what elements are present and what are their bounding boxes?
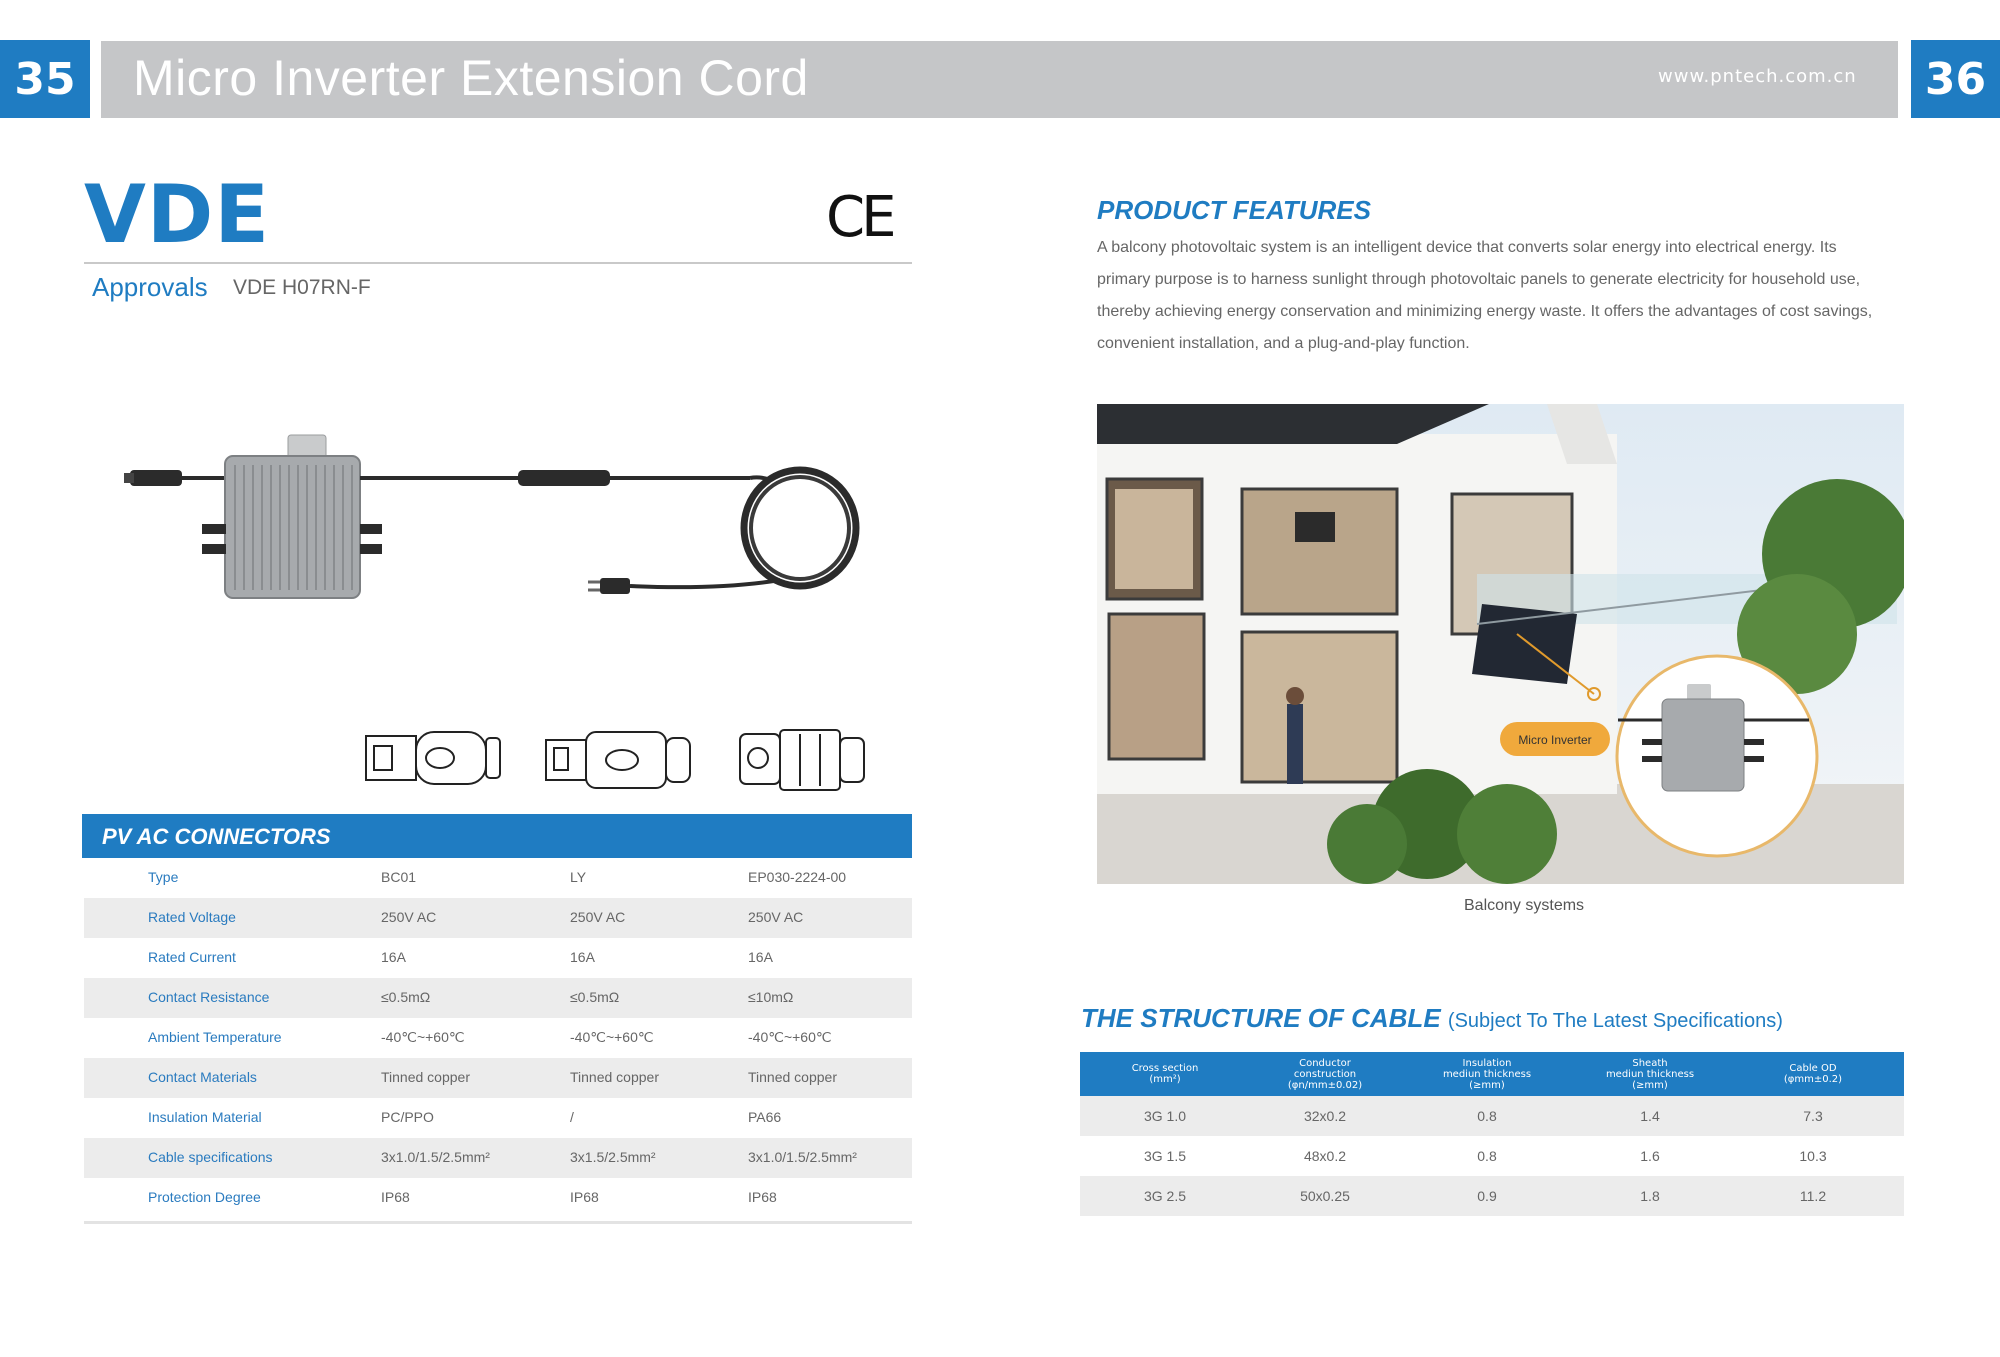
page-number-right: 36 <box>1911 40 2000 118</box>
cell: 48x0.2 <box>1303 1148 1347 1164</box>
row-label: Protection Degree <box>148 1189 261 1205</box>
structure-subtitle: (Subject To The Latest Specifications) <box>1447 1010 1783 1032</box>
table-row <box>84 978 912 1018</box>
structure-title-text: THE STRUCTURE OF CABLE <box>1081 1003 1441 1033</box>
header-line: construction <box>1293 1068 1357 1080</box>
header-insulation <box>1407 1052 1567 1096</box>
header-line: mediun thickness <box>1442 1068 1532 1080</box>
cell-bc01: BC01 <box>381 869 417 885</box>
divider <box>84 262 912 264</box>
row-label: Rated Current <box>148 949 236 965</box>
header-line: (φn/mm±0.02) <box>1287 1079 1363 1091</box>
cell: 11.2 <box>1799 1188 1827 1204</box>
cell-ly: LY <box>570 869 587 885</box>
cell-ly: Tinned copper <box>570 1069 659 1085</box>
cell-ep030: EP030-2224-00 <box>748 869 847 885</box>
connector-drawings <box>360 720 880 800</box>
table-row <box>84 1058 912 1098</box>
features-line: primary purpose is to harness sunlight through photovoltaic panels to generate electricity for household use, <box>1097 271 1861 288</box>
balcony-system-image <box>1097 404 1904 884</box>
page-number-left: 35 <box>0 40 90 118</box>
cell: 10.3 <box>1799 1148 1827 1164</box>
header-sheath <box>1570 1052 1730 1096</box>
header-line: Insulation <box>1462 1057 1512 1069</box>
website-url: www.pntech.com.cn <box>1658 66 1857 87</box>
row-label: Cable specifications <box>148 1149 273 1165</box>
table-row <box>84 1018 912 1058</box>
table-row <box>84 858 912 898</box>
header-line: (≥mm) <box>1632 1079 1668 1091</box>
header-line: Sheath <box>1632 1057 1668 1069</box>
approvals-label: Approvals <box>92 272 208 302</box>
cell-ly: / <box>570 1109 574 1125</box>
cell: 1.6 <box>1640 1148 1660 1164</box>
cell: 32x0.2 <box>1303 1108 1347 1124</box>
cell-ep030: IP68 <box>748 1189 777 1205</box>
cell-ly: 3x1.5/2.5mm² <box>570 1149 656 1165</box>
cell: 50x0.25 <box>1300 1188 1350 1204</box>
row-label: Contact Resistance <box>148 989 270 1005</box>
table-row <box>1080 1136 1904 1176</box>
table-row <box>84 1098 912 1138</box>
structure-table-header <box>1080 1052 1904 1096</box>
cell-ep030: -40℃~+60℃ <box>748 1029 832 1045</box>
features-line: convenient installation, and a plug-and-play function. <box>1097 335 1470 352</box>
features-title: PRODUCT FEATURES <box>1097 195 1371 225</box>
cell: 0.8 <box>1477 1148 1497 1164</box>
pv-table-title: PV AC CONNECTORS <box>102 824 331 849</box>
cell-ly: 16A <box>570 949 595 965</box>
micro-inverter-label: Micro Inverter <box>1518 733 1592 747</box>
cell-ly: 250V AC <box>570 909 626 925</box>
vde-logo: VDE <box>84 168 270 261</box>
cell-bc01: 250V AC <box>381 909 437 925</box>
row-label: Type <box>148 869 179 885</box>
inverter-cord-illustration <box>120 420 880 620</box>
header-cross-section <box>1085 1052 1245 1096</box>
header-line: mediun thickness <box>1605 1068 1695 1080</box>
structure-title <box>1081 1003 1783 1034</box>
cell-bc01: -40℃~+60℃ <box>381 1029 465 1045</box>
image-caption: Balcony systems <box>1464 897 1585 914</box>
cell: 7.3 <box>1803 1108 1823 1124</box>
header-line: Cable OD <box>1789 1063 1837 1074</box>
table-row <box>84 898 912 938</box>
cell-bc01: 3x1.0/1.5/2.5mm² <box>381 1149 490 1165</box>
cell: 3G 1.5 <box>1143 1148 1187 1164</box>
header-line: (≥mm) <box>1469 1079 1505 1091</box>
table-row <box>84 1138 912 1178</box>
table-row <box>1080 1096 1904 1136</box>
table-row <box>84 1178 912 1218</box>
features-line: A balcony photovoltaic system is an intelligent device that converts solar energy into electrical energy. Its <box>1097 239 1837 256</box>
header-line: Conductor <box>1299 1057 1351 1069</box>
features-paragraph <box>1097 232 1917 360</box>
cell-ep030: 3x1.0/1.5/2.5mm² <box>748 1149 857 1165</box>
cell-ly: ≤0.5mΩ <box>570 989 620 1005</box>
cell: 0.8 <box>1477 1108 1497 1124</box>
header-cable-od <box>1733 1052 1893 1096</box>
cell-ep030: ≤10mΩ <box>748 989 794 1005</box>
cell: 3G 1.0 <box>1143 1108 1187 1124</box>
cell: 0.9 <box>1477 1188 1497 1204</box>
row-label: Contact Materials <box>148 1069 257 1085</box>
row-label: Ambient Temperature <box>148 1029 282 1045</box>
table-row <box>84 938 912 978</box>
cell-bc01: 16A <box>381 949 406 965</box>
cell-ly: IP68 <box>570 1189 599 1205</box>
cell-bc01: PC/PPO <box>381 1109 434 1125</box>
cell-ly: -40℃~+60℃ <box>570 1029 654 1045</box>
header-conductor <box>1245 1052 1405 1096</box>
cell: 1.4 <box>1640 1108 1660 1124</box>
cell-ep030: Tinned copper <box>748 1069 837 1085</box>
approvals-value: VDE H07RN-F <box>233 276 371 299</box>
table-bottom-rule <box>84 1221 912 1224</box>
cell-ep030: PA66 <box>748 1109 782 1125</box>
ce-mark: CE <box>826 185 893 250</box>
cell: 1.8 <box>1640 1188 1660 1204</box>
cell-bc01: IP68 <box>381 1189 410 1205</box>
header-line: (φmm±0.2) <box>1783 1074 1843 1085</box>
row-label: Rated Voltage <box>148 909 236 925</box>
table-row <box>1080 1176 1904 1216</box>
cell: 3G 2.5 <box>1143 1188 1187 1204</box>
cell-ep030: 16A <box>748 949 773 965</box>
page-title: Micro Inverter Extension Cord <box>133 50 809 106</box>
row-label: Insulation Material <box>148 1109 262 1125</box>
header-line: (mm²) <box>1149 1074 1181 1085</box>
cell-bc01: ≤0.5mΩ <box>381 989 431 1005</box>
header-line: Cross section <box>1131 1063 1199 1074</box>
features-line: thereby achieving energy conservation and minimizing energy waste. It offers the advantages of cost savings, <box>1097 303 1873 320</box>
cell-ep030: 250V AC <box>748 909 804 925</box>
cell-bc01: Tinned copper <box>381 1069 470 1085</box>
